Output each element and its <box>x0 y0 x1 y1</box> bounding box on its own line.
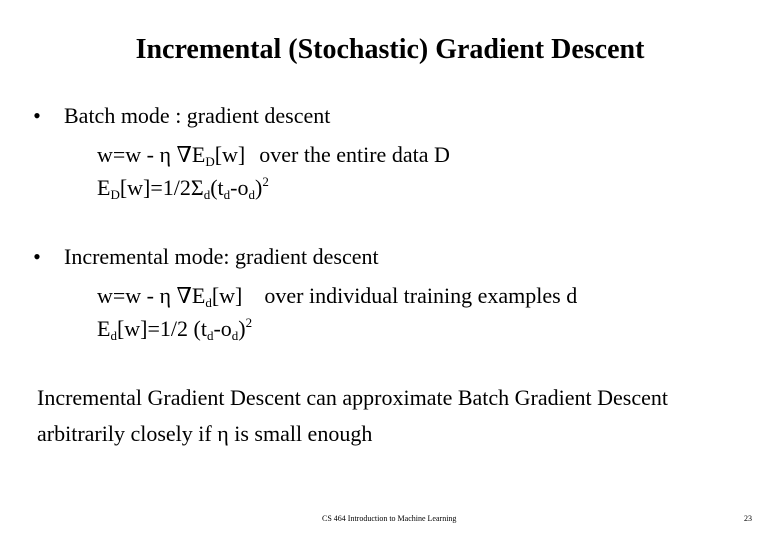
slide-title: Incremental (Stochastic) Gradient Descent <box>135 34 645 65</box>
batch-error-sub2: d <box>203 187 211 202</box>
incremental-error-sub1: d <box>110 328 117 343</box>
batch-heading: Batch mode : gradient descent <box>64 103 331 128</box>
footer-page-number: 23 <box>744 514 752 523</box>
batch-error-minus-o: -o <box>230 175 249 200</box>
incremental-update-rhs: [w] <box>211 283 243 308</box>
batch-error-sub3: d <box>223 187 231 202</box>
batch-update-rhs: [w] <box>214 142 246 167</box>
incremental-error-mid: [w]=1/2 (t <box>116 316 207 341</box>
batch-error-paren-close: ) <box>255 175 263 200</box>
batch-update-rule <box>97 142 450 168</box>
bullet-batch: • <box>33 103 41 128</box>
incremental-error-minus-o: -o <box>213 316 232 341</box>
incremental-heading: Incremental mode: gradient descent <box>64 244 379 269</box>
incremental-error-sub3: d <box>231 328 239 343</box>
batch-error-paren-open: (t <box>210 175 224 200</box>
incremental-error-e: E <box>97 316 111 341</box>
incremental-update-note: over individual training examples d <box>264 283 578 308</box>
batch-error-sub1: D <box>110 187 120 202</box>
batch-update-note: over the entire data D <box>259 142 450 167</box>
incremental-update-lhs: w=w - η ∇E <box>97 283 206 308</box>
batch-update-sub: D <box>205 154 215 169</box>
incremental-update-rule <box>97 283 577 309</box>
incremental-error-function <box>97 316 252 342</box>
batch-update-lhs: w=w - η ∇E <box>97 142 206 167</box>
bullet-incremental: • <box>33 244 41 269</box>
incremental-error-paren-close: ) <box>238 316 246 341</box>
incremental-update-sub: d <box>205 295 212 310</box>
batch-error-sub4: d <box>248 187 255 202</box>
batch-error-e: E <box>97 175 111 200</box>
batch-error-mid: [w]=1/2Σ <box>119 175 204 200</box>
incremental-error-sub2: d <box>206 328 214 343</box>
footer-course: CS 464 Introduction to Machine Learning <box>322 514 457 523</box>
batch-error-function <box>97 175 269 201</box>
incremental-error-sup: 2 <box>245 315 253 330</box>
conclusion-line-2: arbitrarily closely if η is small enough <box>37 421 373 446</box>
conclusion-line-1: Incremental Gradient Descent can approximate Batch Gradient Descent <box>37 385 668 410</box>
batch-error-sup: 2 <box>262 174 269 189</box>
